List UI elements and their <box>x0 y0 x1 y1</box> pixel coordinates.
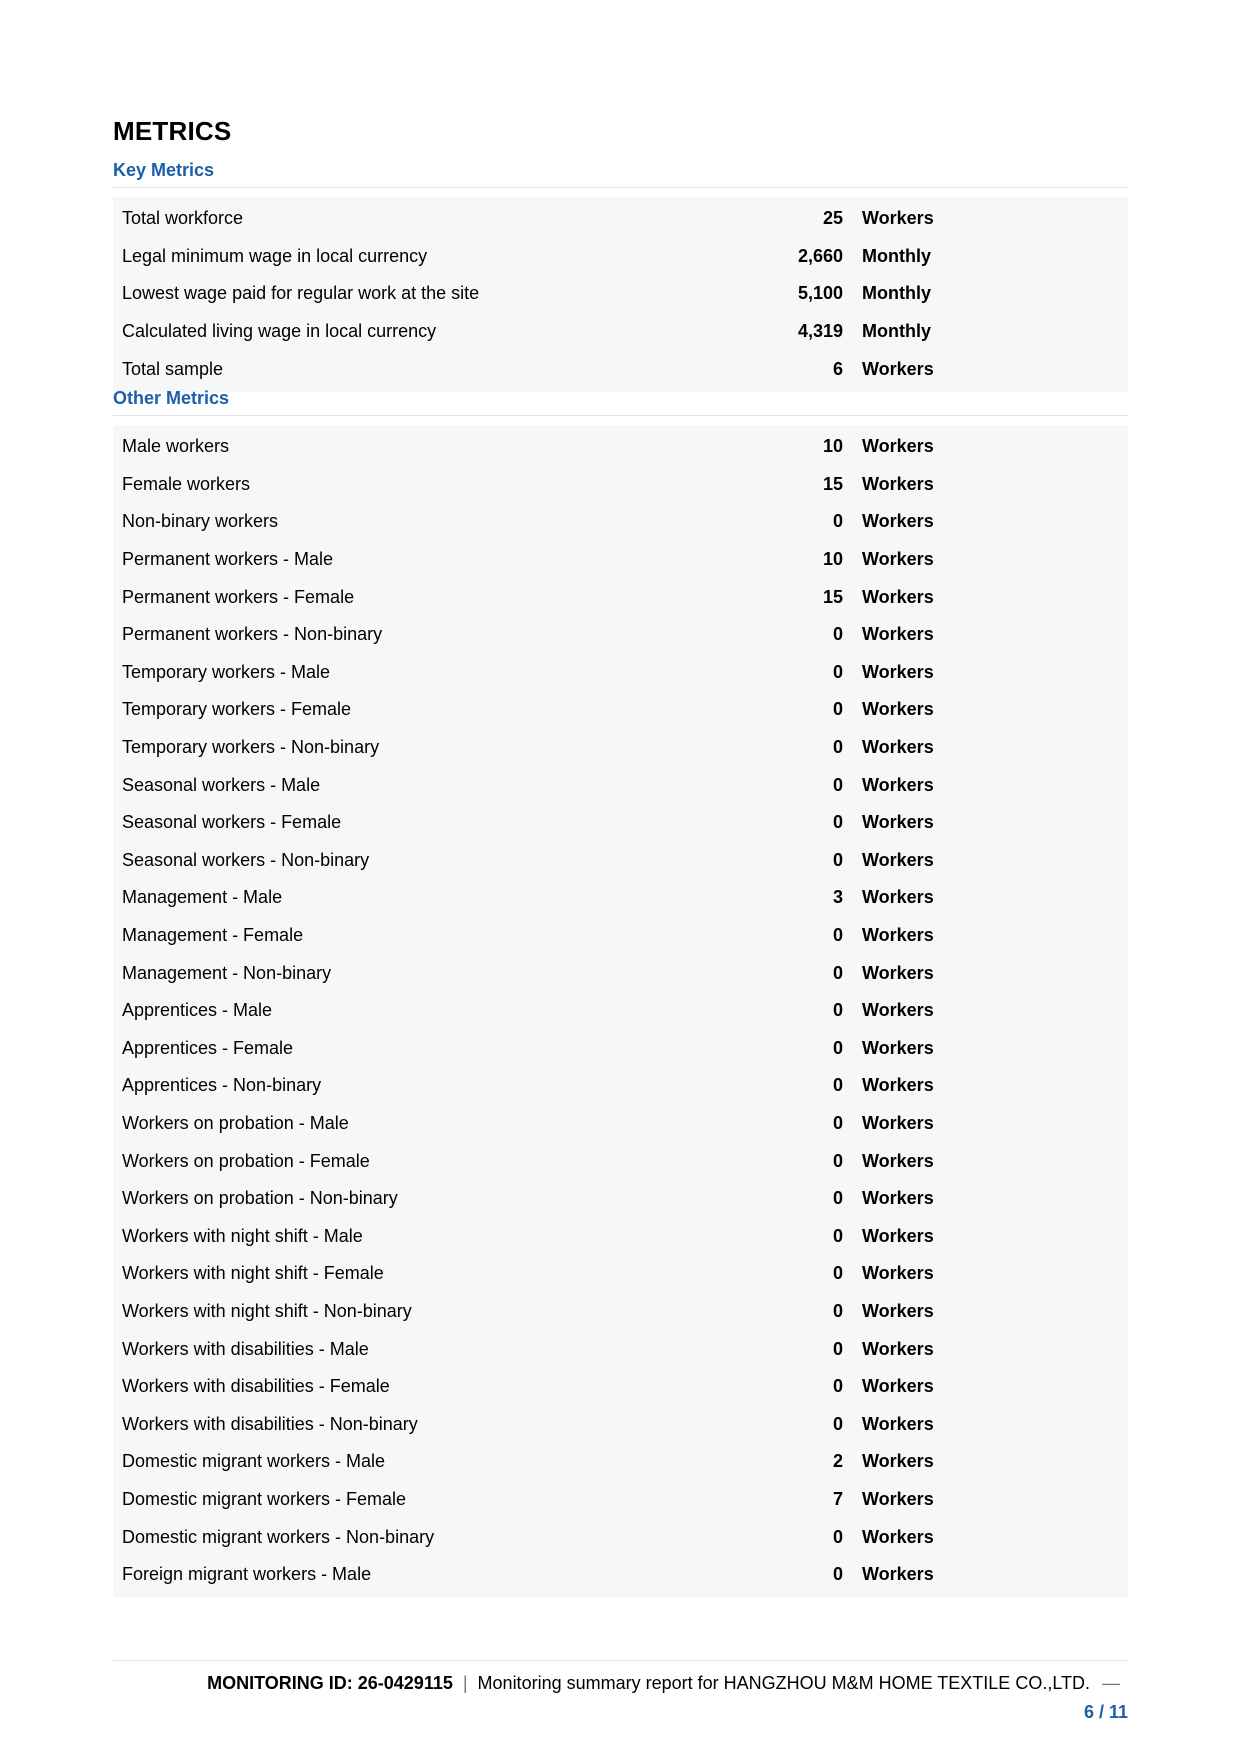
metric-label: Apprentices - Male <box>122 1000 273 1021</box>
metric-label: Male workers <box>122 436 230 457</box>
table-row <box>113 1405 1128 1443</box>
table-row <box>113 879 1128 917</box>
metric-label: Management - Female <box>122 925 304 946</box>
metric-unit: Workers <box>862 1075 934 1096</box>
metric-value: 25 <box>822 208 843 229</box>
page-number: 6 / 11 <box>1083 1702 1128 1722</box>
metric-unit: Workers <box>862 1413 934 1434</box>
metric-label: Workers on probation - Non-binary <box>122 1188 398 1209</box>
metric-value: 3 <box>832 887 843 908</box>
table-row <box>113 1030 1128 1068</box>
metric-label: Permanent workers - Female <box>122 586 355 607</box>
metric-label: Apprentices - Non-binary <box>122 1075 322 1096</box>
metric-unit: Monthly <box>862 283 931 304</box>
metric-label: Foreign migrant workers - Male <box>122 1564 372 1585</box>
table-row <box>113 1443 1128 1481</box>
table-row <box>113 200 1128 238</box>
metric-value: 5,100 <box>797 283 843 304</box>
metric-label: Female workers <box>122 473 251 494</box>
metric-unit: Workers <box>862 586 934 607</box>
metric-value: 0 <box>832 1075 843 1096</box>
metric-value: 10 <box>822 549 843 570</box>
metric-label: Seasonal workers - Female <box>122 812 342 833</box>
metric-unit: Workers <box>862 887 934 908</box>
footer-line <box>113 1673 1128 1694</box>
metric-unit: Workers <box>862 1376 934 1397</box>
metric-label: Workers with disabilities - Non-binary <box>122 1413 418 1434</box>
metric-unit: Workers <box>862 962 934 983</box>
table-row <box>113 766 1128 804</box>
table-row <box>113 1067 1128 1105</box>
page-title: METRICS <box>113 116 232 146</box>
metric-value: 0 <box>832 925 843 946</box>
metric-unit: Workers <box>862 473 934 494</box>
metric-unit: Workers <box>862 661 934 682</box>
table-row <box>113 917 1128 955</box>
metric-label: Temporary workers - Non-binary <box>122 737 380 758</box>
metric-value: 6 <box>832 358 843 379</box>
metric-unit: Workers <box>862 1263 934 1284</box>
table-row <box>113 992 1128 1030</box>
table-row <box>113 804 1128 842</box>
metric-value: 0 <box>832 1338 843 1359</box>
table-row <box>113 616 1128 654</box>
metric-value: 0 <box>832 661 843 682</box>
metric-value: 0 <box>832 1413 843 1434</box>
metric-value: 0 <box>832 1225 843 1246</box>
table-row <box>113 503 1128 541</box>
metric-value: 0 <box>832 1263 843 1284</box>
other-metrics-heading: Other Metrics <box>113 388 1128 416</box>
table-row <box>113 1330 1128 1368</box>
table-row <box>113 842 1128 880</box>
table-row <box>113 654 1128 692</box>
table-row <box>113 691 1128 729</box>
metric-unit: Workers <box>862 549 934 570</box>
metric-unit: Workers <box>862 1225 934 1246</box>
metric-unit: Workers <box>862 1526 934 1547</box>
metric-label: Permanent workers - Non-binary <box>122 624 383 645</box>
metric-unit: Workers <box>862 1488 934 1509</box>
key-metrics-heading: Key Metrics <box>113 160 1128 188</box>
metric-unit: Workers <box>862 1112 934 1133</box>
key-metrics-table <box>113 197 1128 392</box>
footer-separator: | <box>462 1673 468 1693</box>
metric-unit: Workers <box>862 1564 934 1585</box>
report-title: Monitoring summary report for HANGZHOU M&M HOME TEXTILE CO.,LTD. <box>477 1673 1090 1693</box>
metric-value: 0 <box>832 774 843 795</box>
table-row <box>113 1142 1128 1180</box>
metric-value: 7 <box>832 1488 843 1509</box>
table-row <box>113 238 1128 276</box>
metric-value: 4,319 <box>797 321 843 342</box>
metric-unit: Workers <box>862 774 934 795</box>
metric-label: Workers with night shift - Non-binary <box>122 1300 412 1321</box>
metric-label: Domestic migrant workers - Female <box>122 1488 407 1509</box>
metric-label: Seasonal workers - Non-binary <box>122 849 370 870</box>
metric-unit: Workers <box>862 1150 934 1171</box>
metric-unit: Workers <box>862 511 934 532</box>
metric-label: Non-binary workers <box>122 511 279 532</box>
metric-value: 10 <box>822 436 843 457</box>
metric-value: 2,660 <box>797 245 843 266</box>
footer-divider <box>113 1660 1128 1661</box>
metric-value: 0 <box>832 1112 843 1133</box>
metric-unit: Workers <box>862 358 934 379</box>
metric-label: Seasonal workers - Male <box>122 774 321 795</box>
metric-label: Apprentices - Female <box>122 1037 294 1058</box>
metric-value: 0 <box>832 1000 843 1021</box>
metric-unit: Workers <box>862 208 934 229</box>
metric-unit: Workers <box>862 1451 934 1472</box>
table-row <box>113 428 1128 466</box>
metric-value: 0 <box>832 1188 843 1209</box>
metric-value: 0 <box>832 624 843 645</box>
metric-unit: Workers <box>862 1338 934 1359</box>
metric-label: Management - Male <box>122 887 283 908</box>
metric-unit: Workers <box>862 925 934 946</box>
metric-unit: Workers <box>862 1037 934 1058</box>
metric-unit: Workers <box>862 699 934 720</box>
metric-unit: Workers <box>862 812 934 833</box>
metric-label: Calculated living wage in local currency <box>122 321 437 342</box>
footer-dash: — <box>1102 1673 1120 1693</box>
table-row <box>113 275 1128 313</box>
other-metrics-table <box>113 425 1128 1597</box>
table-row <box>113 1368 1128 1406</box>
metric-unit: Monthly <box>862 321 931 342</box>
metric-value: 0 <box>832 737 843 758</box>
metric-label: Domestic migrant workers - Male <box>122 1451 386 1472</box>
metric-label: Permanent workers - Male <box>122 549 334 570</box>
metric-value: 15 <box>822 586 843 607</box>
metric-value: 0 <box>832 812 843 833</box>
table-row <box>113 1180 1128 1218</box>
metric-value: 0 <box>832 1300 843 1321</box>
metric-label: Workers with night shift - Female <box>122 1263 384 1284</box>
table-row <box>113 578 1128 616</box>
table-row <box>113 729 1128 767</box>
metric-unit: Monthly <box>862 245 931 266</box>
metric-unit: Workers <box>862 1000 934 1021</box>
metric-label: Management - Non-binary <box>122 962 332 983</box>
metric-value: 0 <box>832 511 843 532</box>
metric-label: Temporary workers - Female <box>122 699 352 720</box>
monitoring-id: MONITORING ID: 26-0429115 <box>207 1673 453 1693</box>
metric-value: 0 <box>832 1526 843 1547</box>
metric-unit: Workers <box>862 737 934 758</box>
metric-label: Legal minimum wage in local currency <box>122 245 428 266</box>
table-row <box>113 1481 1128 1519</box>
metric-unit: Workers <box>862 1188 934 1209</box>
table-row <box>113 1105 1128 1143</box>
table-row <box>113 466 1128 504</box>
metric-unit: Workers <box>862 436 934 457</box>
metric-label: Workers with night shift - Male <box>122 1225 363 1246</box>
table-row <box>113 1556 1128 1594</box>
metric-value: 15 <box>822 473 843 494</box>
table-row <box>113 1518 1128 1556</box>
metric-unit: Workers <box>862 1300 934 1321</box>
table-row <box>113 541 1128 579</box>
metric-label: Domestic migrant workers - Non-binary <box>122 1526 435 1547</box>
metric-label: Workers on probation - Male <box>122 1112 349 1133</box>
metric-value: 0 <box>832 1564 843 1585</box>
metric-value: 0 <box>832 1037 843 1058</box>
metric-label: Temporary workers - Male <box>122 661 331 682</box>
table-row <box>113 954 1128 992</box>
metric-label: Total workforce <box>122 208 244 229</box>
metric-label: Workers with disabilities - Female <box>122 1376 390 1397</box>
table-row <box>113 1217 1128 1255</box>
metric-label: Lowest wage paid for regular work at the site <box>122 283 480 304</box>
metric-unit: Workers <box>862 624 934 645</box>
metric-value: 0 <box>832 699 843 720</box>
metric-value: 0 <box>832 1376 843 1397</box>
metric-value: 0 <box>832 849 843 870</box>
metric-label: Workers on probation - Female <box>122 1150 370 1171</box>
table-row <box>113 313 1128 351</box>
metric-label: Workers with disabilities - Male <box>122 1338 369 1359</box>
page-footer <box>113 1673 1128 1723</box>
table-row <box>113 1255 1128 1293</box>
table-row <box>113 1293 1128 1331</box>
metric-value: 0 <box>832 962 843 983</box>
metric-value: 0 <box>832 1150 843 1171</box>
table-row <box>113 350 1128 388</box>
metric-value: 2 <box>832 1451 843 1472</box>
metric-unit: Workers <box>862 849 934 870</box>
metric-label: Total sample <box>122 358 224 379</box>
